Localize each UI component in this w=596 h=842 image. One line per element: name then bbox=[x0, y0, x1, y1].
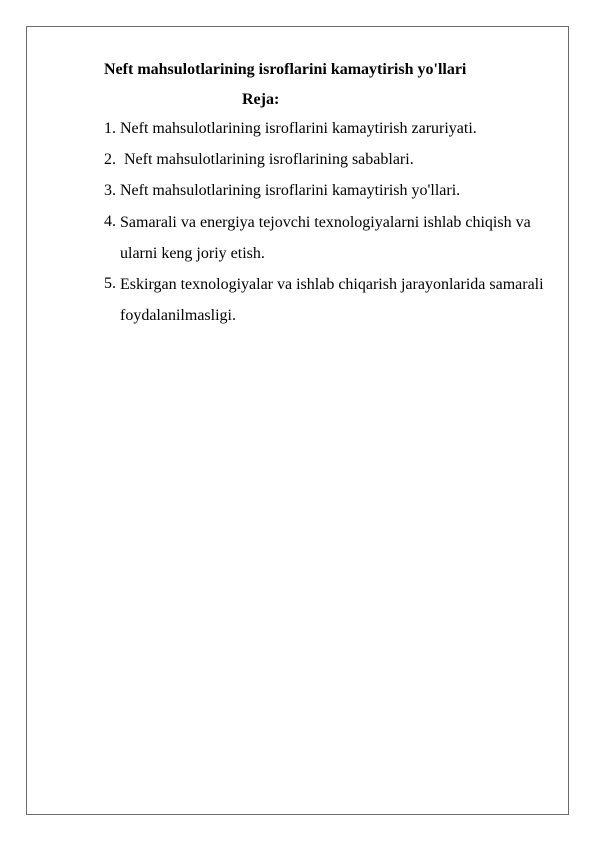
plan-item-4 bbox=[104, 212, 544, 263]
plan-item-5 bbox=[104, 274, 544, 325]
plan-item-1 bbox=[104, 119, 544, 139]
plan-item-number: 1. bbox=[104, 120, 120, 137]
plan-item-text: Eskirgan texnologiyalar va ishlab chiqarish jarayonlarida samarali foydalanilmasligi. bbox=[120, 275, 544, 324]
plan-item-number: 5. bbox=[104, 275, 120, 292]
plan-heading: Reja: bbox=[242, 91, 280, 108]
plan-item-text: Neft mahsulotlarining isroflarini kamaytirish zaruriyati. bbox=[120, 120, 477, 137]
plan-item-2 bbox=[104, 150, 544, 170]
plan-item-text: Samarali va energiya tejovchi texnologiyalarni ishlab chiqish va ularni keng joriy etish. bbox=[120, 213, 531, 262]
plan-item-number: 2. bbox=[104, 151, 124, 168]
plan-list bbox=[104, 119, 544, 336]
plan-item-3 bbox=[104, 181, 544, 201]
plan-item-number: 3. bbox=[104, 182, 120, 199]
plan-item-number: 4. bbox=[104, 213, 120, 230]
plan-item-text: Neft mahsulotlarining isroflarini kamaytirish yo'llari. bbox=[120, 182, 461, 199]
document-title: Neft mahsulotlarining isroflarini kamaytirish yo'llari bbox=[104, 61, 467, 78]
plan-item-text: Neft mahsulotlarining isroflarining sabablari. bbox=[124, 151, 414, 168]
